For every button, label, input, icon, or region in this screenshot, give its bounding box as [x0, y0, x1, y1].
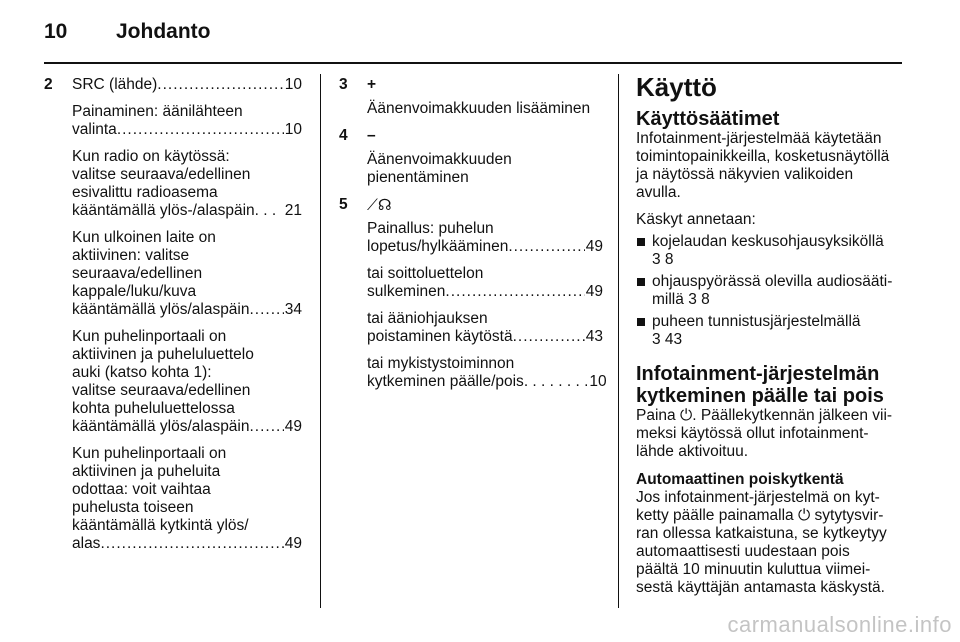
- entry-2: [44, 76, 302, 553]
- section-title: Johdanto: [116, 20, 211, 43]
- heading-power: Infotainment-järjestelmän kytkeminen päälle tai pois: [636, 363, 884, 407]
- page-ref: 43: [585, 328, 603, 345]
- toc-item: Kun puhelinportaali on aktiivinen ja puheluita odottaa: voit vaihtaa puhelusta toiseen kääntämällä kytkintä ylös/ alas ..... 49: [72, 445, 302, 553]
- toc-item: tai soittoluettelon sulkeminen ..... 49: [367, 265, 603, 301]
- page-ref: 49: [585, 283, 603, 300]
- page-ref: 34: [284, 301, 302, 318]
- bullet-item: puheen tunnistusjärjestelmällä 3 43: [636, 313, 908, 349]
- minus-icon: –: [367, 127, 376, 144]
- heading-kaytto: Käyttö: [636, 72, 717, 102]
- toc-item: Painallus: puhelun lopetus/hylkääminen ..... 49: [367, 220, 603, 256]
- entry-number: 2: [44, 76, 53, 93]
- page-ref: 10: [284, 121, 302, 138]
- toc-item: tai ääniohjauksen poistaminen käytöstä ..... 43: [367, 310, 603, 346]
- heading-auto-off: Automaattinen poiskytkentä: [636, 471, 844, 488]
- paragraph: Jos infotainment-järjestelmä on kyt- ketty päälle painamalla ⏻ sytytysvir- ran ollessa katkaistuna, se kytkeytyy automaattisesti uudestaan pois päältä 10 minuutin kuluttua viimei- sestä käyttäjän antamasta käskystä.: [636, 489, 887, 596]
- header-rule: [44, 62, 902, 64]
- entry-3: 3 + Äänenvoimakkuuden lisääminen: [339, 76, 603, 118]
- page-ref: 49: [284, 535, 302, 552]
- page-number: 10: [44, 20, 68, 43]
- entry-5: [339, 196, 607, 391]
- paragraph: Käskyt annetaan:: [636, 211, 756, 228]
- column-divider-2: [618, 74, 619, 608]
- page-ref: 21: [284, 202, 302, 219]
- bullet-item: kojelaudan keskusohjausyksiköllä 3 8: [636, 233, 908, 269]
- column-2: [339, 76, 607, 400]
- paragraph: Paina ⏻. Päällekytkennän jälkeen vii- meksi käytössä ollut infotainment- lähde aktivoituu.: [636, 407, 893, 460]
- bullet-item: ohjauspyörässä olevilla audiosääti- millä 3 8: [636, 273, 908, 309]
- entry-number: 5: [339, 196, 348, 213]
- toc-item: Kun radio on käytössä: valitse seuraava/edellinen esivalittu radioasema kääntämällä ylös-/alaspäin . . . 21: [72, 148, 302, 219]
- page-ref: 49: [585, 238, 603, 255]
- page-header: [44, 20, 211, 44]
- toc-item: tai mykistystoiminnon kytkeminen päälle/pois . . . . . . . . 10: [367, 355, 607, 390]
- page-ref: 10: [284, 76, 302, 93]
- entry-number: 3: [339, 76, 348, 93]
- mute-hangup-icon: ⟋☊: [367, 196, 392, 214]
- toc-item: Kun ulkoinen laite on aktiivinen: valitse seuraava/edellinen kappale/luku/kuva kääntämällä ylös/alaspäin ..... 34: [72, 229, 302, 319]
- toc-item: Kun puhelinportaali on aktiivinen ja puheluluettelo auki (katso kohta 1): valitse seuraava/edellinen kohta puheluluettelossa kääntämällä ylös/alaspäin ..... 49: [72, 328, 302, 436]
- page-ref: 49: [284, 418, 302, 435]
- page-ref: 3 43: [652, 331, 683, 348]
- column-3: [636, 72, 908, 606]
- column-1: [44, 76, 302, 562]
- entry-number: 4: [339, 127, 348, 144]
- watermark: carmanualsonline.info: [727, 612, 952, 637]
- column-divider-1: [320, 74, 321, 608]
- heading-kayttosaatimet: Käyttösäätimet: [636, 108, 780, 130]
- page-ref: 3 8: [688, 291, 710, 308]
- toc-item: Painaminen: äänilähteen valinta ..... 10: [72, 103, 302, 139]
- plus-icon: +: [367, 76, 377, 93]
- page-ref: 3 8: [652, 251, 674, 268]
- toc-item: SRC (lähde) ..... 10: [72, 76, 302, 94]
- entry-4: 4 – Äänenvoimakkuuden pienentäminen: [339, 127, 603, 187]
- paragraph: Infotainment-järjestelmää käytetään toimintopainikkeilla, kosketusnäytöllä ja näytössä näkyvien valikoiden avulla.: [636, 130, 890, 201]
- page-ref: 10: [589, 373, 607, 390]
